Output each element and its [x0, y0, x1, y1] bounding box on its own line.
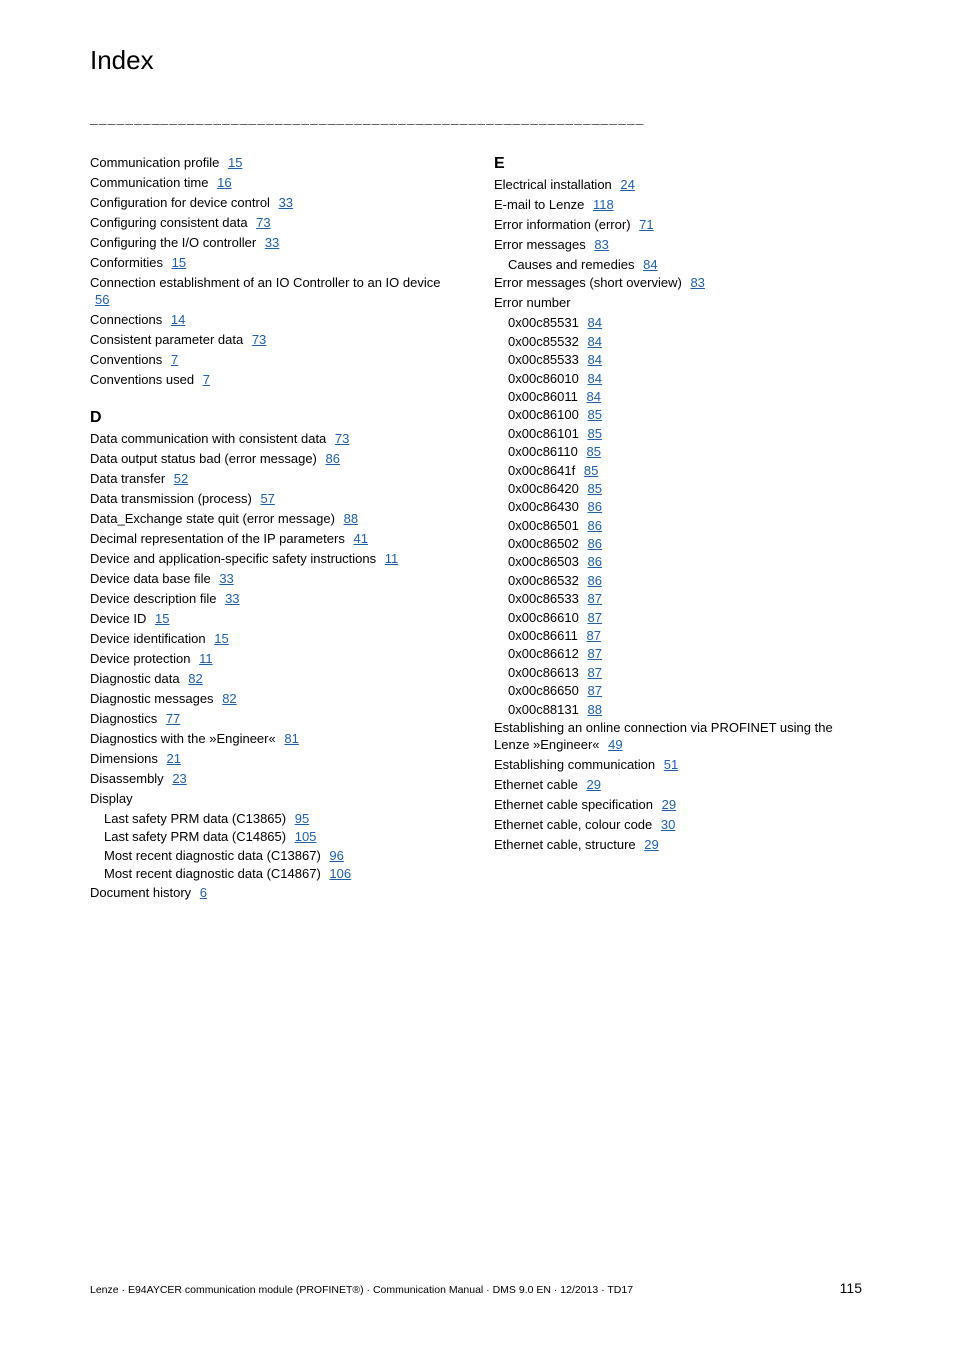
page-link[interactable]: 33	[264, 235, 280, 250]
index-entry-text: Data_Exchange state quit (error message)	[90, 511, 335, 526]
index-entry-text: Document history	[90, 884, 192, 900]
index-entry	[90, 650, 455, 667]
footer-text: Lenze · E94AYCER communication module (PROFINET®) · Communication Manual · DMS 9.0 EN · 12/2013 · TD17	[90, 1284, 634, 1296]
page-link[interactable]: 84	[587, 352, 602, 368]
index-letter-e: E	[494, 155, 505, 172]
index-entry-text: Device ID	[90, 611, 147, 626]
index-entry-text: Configuring consistent data	[90, 215, 248, 230]
index-entry-text: Electrical installation	[494, 177, 612, 192]
index-entry-text: 0x00c86503	[508, 554, 579, 570]
index-entry-text: 0x00c86532	[508, 572, 579, 588]
index-entry	[494, 256, 854, 273]
page-link[interactable]: 73	[251, 332, 267, 347]
index-entry-text: 0x00c86611	[508, 628, 578, 644]
page-link[interactable]: 106	[329, 866, 352, 882]
index-entry-text: Diagnostics	[90, 711, 158, 726]
index-entry-text: Establishing communication	[494, 756, 656, 772]
page-link[interactable]: 87	[587, 683, 602, 699]
index-entry-text: Error messages	[494, 237, 586, 252]
header-rule: _______________________________________________________________	[90, 112, 645, 127]
page-link[interactable]: 82	[222, 691, 237, 706]
page-link[interactable]: 84	[586, 388, 601, 404]
index-entry-text: Data transmission (process)	[90, 491, 252, 506]
index-letter-d: D	[90, 409, 102, 426]
index-entry-text: Diagnostic messages	[90, 691, 214, 706]
index-entry	[494, 498, 854, 515]
index-entry-text: Connections	[90, 312, 163, 327]
index-entry-text: Diagnostics with the »Engineer«	[90, 731, 276, 746]
index-entry-text: Ethernet cable, colour code	[494, 816, 653, 832]
index-entry-text: Configuring the I/O controller	[90, 235, 257, 250]
page-link[interactable]: 15	[227, 155, 243, 170]
page-link[interactable]: 73	[334, 431, 350, 446]
index-entry-text: Causes and remedies	[508, 257, 635, 272]
page-link[interactable]: 81	[284, 731, 299, 746]
index-entry	[494, 776, 854, 793]
index-entry-text: Configuration for device control	[90, 195, 270, 210]
index-entry	[494, 425, 854, 442]
page-link[interactable]: 71	[639, 217, 654, 232]
index-entry-text: Connection establishment of an IO Controller to an IO device	[90, 275, 441, 290]
index-entry	[90, 710, 455, 727]
index-entry-text: 0x00c86100	[508, 407, 579, 423]
index-entry	[494, 388, 854, 405]
index-entry	[90, 530, 455, 547]
index-entry-text: Last safety PRM data (C13865)	[104, 811, 287, 826]
index-group-d	[90, 430, 455, 901]
index-entry-text: Disassembly	[90, 771, 164, 786]
index-entry	[494, 406, 854, 423]
page-link[interactable]: 7	[202, 372, 210, 387]
index-entry-text: Data communication with consistent data	[90, 431, 327, 446]
index-entry-text: Dimensions	[90, 751, 158, 766]
index-entry-text: Decimal representation of the IP parameters	[90, 531, 345, 546]
index-entry-text: 0x00c86420	[508, 480, 579, 496]
index-entry	[494, 682, 854, 699]
index-entry-text: 0x00c86502	[508, 536, 579, 552]
index-entry	[494, 719, 854, 753]
index-entry	[90, 847, 455, 864]
page-link[interactable]: 87	[586, 628, 601, 644]
index-entry	[90, 570, 455, 587]
index-entry	[90, 214, 455, 231]
index-entry-text: Most recent diagnostic data (C14867)	[104, 866, 321, 882]
index-entry	[494, 480, 854, 497]
index-entry-text: Error number	[494, 295, 571, 311]
page-link[interactable]: 6	[199, 884, 208, 900]
page-link[interactable]: 23	[172, 771, 187, 786]
index-entry-text: E-mail to Lenze	[494, 197, 585, 212]
index-entry	[90, 690, 455, 707]
page-link[interactable]: 87	[587, 609, 602, 625]
index-entry	[90, 810, 455, 827]
page-link[interactable]: 41	[353, 531, 368, 546]
index-entry	[494, 590, 854, 607]
page-title: Index	[90, 45, 154, 76]
page-link[interactable]: 105	[294, 829, 317, 845]
index-entry-text: Diagnostic data	[90, 671, 180, 686]
index-entry	[494, 236, 854, 253]
page-link[interactable]: 51	[663, 756, 679, 772]
page-link[interactable]: 84	[643, 257, 658, 272]
page-link[interactable]: 85	[583, 462, 599, 478]
index-entry-text: Establishing an online connection via PROFINET using the Lenze »Engineer«	[494, 719, 833, 752]
index-entry	[494, 645, 854, 662]
index-entry-text: 0x00c85533	[508, 352, 579, 368]
index-entry	[494, 535, 854, 552]
index-column-right	[494, 154, 854, 856]
index-entry	[494, 314, 854, 331]
index-entry	[90, 311, 455, 328]
index-entry-text: Most recent diagnostic data (C13867)	[104, 847, 321, 863]
index-entry-text: Last safety PRM data (C14865)	[104, 829, 287, 845]
index-entry	[494, 627, 854, 644]
page-link[interactable]: 15	[154, 611, 170, 626]
page-link[interactable]: 16	[217, 175, 232, 190]
index-entry	[494, 816, 854, 833]
index-entry	[90, 351, 455, 368]
index-entry	[90, 884, 455, 901]
index-entry-text: 0x00c86612	[508, 646, 579, 662]
index-entry-text: 0x00c86430	[508, 499, 579, 515]
index-entry-text: Consistent parameter data	[90, 332, 244, 347]
index-entry	[90, 194, 455, 211]
index-entry-text: Error messages (short overview)	[494, 275, 682, 291]
page-link[interactable]: 85	[587, 480, 602, 496]
index-entry	[494, 756, 854, 773]
index-entry	[90, 865, 455, 882]
index-entry-text: Device description file	[90, 591, 217, 606]
index-entry	[90, 371, 455, 388]
page-link[interactable]: 86	[587, 554, 602, 570]
page-link[interactable]: 11	[199, 651, 213, 666]
index-entry	[494, 274, 854, 291]
page-link[interactable]: 87	[587, 591, 602, 607]
index-entry	[494, 553, 854, 570]
index-group-e	[494, 176, 854, 853]
page-link[interactable]: 86	[587, 499, 602, 515]
index-entry	[90, 174, 455, 191]
page-link[interactable]: 33	[225, 591, 240, 606]
index-entry-text: Data transfer	[90, 471, 166, 486]
page-link[interactable]: 82	[188, 671, 203, 686]
index-entry-text: 0x00c86101	[508, 425, 579, 441]
index-entry-text: 0x00c86011	[508, 388, 578, 404]
page-link[interactable]: 88	[343, 511, 359, 526]
page-link[interactable]: 86	[587, 572, 602, 588]
index-entry	[90, 331, 455, 348]
index-entry	[90, 770, 455, 787]
index-entry-text: Display	[90, 791, 133, 806]
index-entry	[90, 590, 455, 607]
page-link[interactable]: 85	[587, 407, 602, 423]
page-link[interactable]: 95	[294, 811, 310, 826]
index-entry	[90, 730, 455, 747]
index-entry-text: 0x00c85531	[508, 315, 579, 331]
page-link[interactable]: 30	[660, 816, 676, 832]
index-entry	[90, 234, 455, 251]
page-link[interactable]: 15	[214, 631, 229, 646]
index-entry-text: 0x00c85532	[508, 333, 579, 349]
page-link[interactable]: 73	[256, 215, 271, 230]
index-entry-text: Communication profile	[90, 155, 220, 170]
index-entry	[494, 351, 854, 368]
index-entry	[494, 664, 854, 681]
page-link[interactable]: 29	[586, 776, 601, 792]
page-link[interactable]: 83	[690, 275, 705, 291]
page-link[interactable]: 7	[170, 352, 179, 367]
index-entry	[90, 630, 455, 647]
page-link[interactable]: 84	[587, 333, 602, 349]
index-entry	[90, 510, 455, 527]
page-link[interactable]: 33	[278, 195, 294, 210]
index-entry	[90, 450, 455, 467]
index-entry-text: Ethernet cable, structure	[494, 836, 636, 852]
index-entry-text: 0x00c86110	[508, 444, 578, 460]
index-entry-text: Device protection	[90, 651, 191, 666]
index-entry	[494, 517, 854, 534]
index-entry	[494, 294, 854, 311]
index-entry-text: Ethernet cable	[494, 776, 578, 792]
index-entry	[90, 750, 455, 767]
page-link[interactable]: 87	[587, 646, 602, 662]
page-link[interactable]: 96	[329, 847, 344, 863]
index-entry	[90, 610, 455, 627]
index-entry-text: 0x00c88131	[508, 701, 579, 717]
index-entry	[494, 572, 854, 589]
index-entry	[90, 550, 455, 567]
page-number: 115	[839, 1280, 862, 1296]
index-entry	[494, 333, 854, 350]
index-entry	[494, 176, 854, 193]
index-entry-text: Ethernet cable specification	[494, 796, 653, 812]
page-link[interactable]: 29	[644, 836, 659, 852]
page-link[interactable]: 86	[587, 517, 602, 533]
index-entry	[90, 790, 455, 807]
index-entry	[494, 836, 854, 853]
page-link[interactable]: 84	[587, 370, 602, 386]
index-entry	[494, 216, 854, 233]
page-link[interactable]: 15	[171, 255, 187, 270]
page-link[interactable]: 57	[260, 491, 275, 506]
index-group-c	[90, 154, 455, 388]
page-link[interactable]: 77	[165, 711, 181, 726]
page-link[interactable]: 56	[95, 292, 110, 307]
index-entry	[494, 443, 854, 460]
index-entry	[90, 154, 455, 171]
page-link[interactable]: 29	[661, 796, 677, 812]
index-entry-text: Data output status bad (error message)	[90, 451, 317, 466]
page-link[interactable]: 86	[587, 536, 602, 552]
index-entry-text: 0x00c8641f	[508, 462, 576, 478]
index-entry	[90, 430, 455, 447]
page-link[interactable]: 87	[587, 664, 602, 680]
index-entry-text: Conventions used	[90, 372, 195, 387]
index-entry-text: Communication time	[90, 175, 209, 190]
index-entry-text: Device and application-specific safety instructions	[90, 551, 377, 566]
index-entry-text: 0x00c86010	[508, 370, 579, 386]
index-entry-text: Conventions	[90, 352, 163, 367]
index-entry	[90, 670, 455, 687]
index-entry-text: 0x00c86501	[508, 517, 579, 533]
page-link[interactable]: 33	[219, 571, 234, 586]
index-entry-text: Error information (error)	[494, 217, 631, 232]
page-link[interactable]: 52	[173, 471, 189, 486]
page-link[interactable]: 88	[587, 701, 602, 717]
index-entry	[494, 609, 854, 626]
index-entry	[90, 828, 455, 845]
index-entry-text: 0x00c86533	[508, 591, 579, 607]
index-entry-text: Device data base file	[90, 571, 211, 586]
page-link[interactable]: 21	[166, 751, 182, 766]
index-entry	[90, 490, 455, 507]
page-link[interactable]: 85	[586, 444, 601, 460]
index-entry	[494, 196, 854, 213]
index-entry	[494, 370, 854, 387]
index-entry	[90, 254, 455, 271]
page-link[interactable]: 86	[325, 451, 340, 466]
page-link[interactable]: 24	[620, 177, 635, 192]
index-entry-text: Conformities	[90, 255, 163, 270]
page-link[interactable]: 85	[587, 425, 602, 441]
page-link[interactable]: 14	[170, 312, 186, 327]
page-link[interactable]: 11	[384, 551, 399, 566]
index-entry-text: 0x00c86613	[508, 664, 579, 680]
index-entry	[90, 470, 455, 487]
index-column-left	[90, 154, 455, 904]
index-entry-text: 0x00c86650	[508, 683, 579, 699]
page-link[interactable]: 49	[608, 736, 623, 752]
index-entry	[494, 796, 854, 813]
page-link[interactable]: 83	[594, 237, 609, 252]
index-entry	[494, 701, 854, 718]
index-entry-text: 0x00c86610	[508, 609, 579, 625]
index-entry	[90, 274, 455, 308]
page-link[interactable]: 84	[587, 315, 602, 331]
page-link[interactable]: 118	[592, 197, 614, 212]
index-entry-text: Device identification	[90, 631, 206, 646]
index-entry	[494, 462, 854, 479]
